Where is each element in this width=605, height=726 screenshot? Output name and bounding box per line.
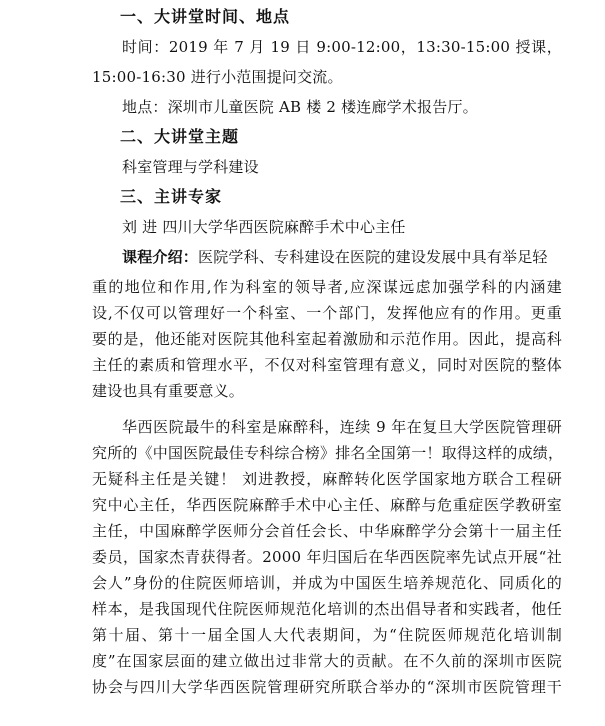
section-heading-theme: 二、大讲堂主题 [120,127,240,146]
section-heading-speaker: 三、主讲专家 [120,187,223,206]
section-heading-time-place: 一、大讲堂时间、地点 [120,7,291,26]
intro-line: 设,不仅可以管理好一个科室、一个部门，发挥他应有的作用。更重 [92,304,562,322]
intro-line: 要的是，他还能对医院其他科室起着激励和示范作用。因此，提高科 [92,330,562,348]
theme-text: 科室管理与学科建设 [122,158,259,176]
bio-line: 第十届、第十一届全国人大代表期间，为“住院医师规范化培训制 [92,626,562,644]
time-line-1: 时间：2019 年 7 月 19 日 9:00-12:00，13:30-15:00 授课， [122,38,562,56]
bio-line: 究所的《中国医院最佳专科综合榜》排名全国第一！取得这样的成绩， [92,444,564,462]
speaker-name-title: 刘 进 四川大学华西医院麻醉手术中心主任 [122,218,406,236]
bio-line: 度”在国家层面的建立做出过非常大的贡献。在不久前的深圳市医院 [92,652,562,670]
bio-line: 华西医院最牛的科室是麻醉科，连续 9 年在复旦大学医院管理研 [122,418,562,436]
bio-line: 协会与四川大学华西医院管理研究所联合举办的“深圳市医院管理干 [92,678,562,696]
intro-label: 课程介绍： [122,248,199,266]
bio-line: 主任，中国麻醉学医师分会首任会长、中华麻醉学分会第十一届主任 [92,522,562,540]
intro-line: 建设也具有重要意义。 [92,382,245,400]
intro-line: 重的地位和作用,作为科室的领导者,应深谋远虑加强学科的内涵建 [92,278,562,296]
time-line-2: 15:00-16:30 进行小范围提问交流。 [92,68,343,86]
intro-line: 医院学科、专科建设在医院的建设发展中具有举足轻 [198,248,548,266]
bio-line: 无疑科主任是关键！ 刘进教授，麻醉转化医学国家地方联合工程研 [92,470,562,488]
bio-line: 样本，是我国现代住院医师规范化培训的杰出倡导者和实践者，他任 [92,600,562,618]
intro-first-line [122,247,562,267]
bio-line: 究中心主任，华西医院麻醉手术中心主任、麻醉与危重症医学教研室 [92,496,562,514]
intro-line: 主任的素质和管理水平，不仅对科室管理有意义，同时对医院的整体 [92,356,562,374]
place-line: 地点：深圳市儿童医院 AB 楼 2 楼连廊学术报告厅。 [122,98,478,116]
bio-line: 委员，国家杰青获得者。2000 年归国后在华西医院率先试点开展“社 [92,548,562,566]
bio-line: 会人”身份的住院医师培训，并成为中国医生培养规范化、同质化的 [92,574,562,592]
